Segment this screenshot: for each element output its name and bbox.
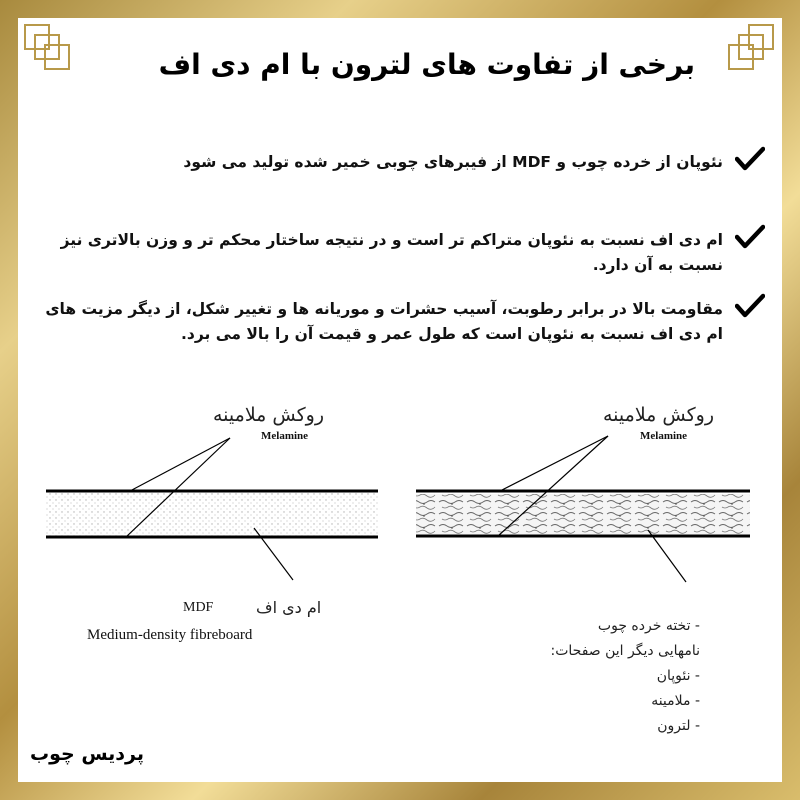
list-item: - لترون [657,718,700,734]
corner-ornament-right-icon [728,24,774,70]
mdf-name-fa: ام دی اف [256,598,322,617]
bullet-text: مقاومت بالا در برابر رطوبت، آسیب حشرات و موریانه ها و تغییر شکل، از دیگر مزیت های ام دی اف نسبت به نئوپان است که طول عمر و قیمت آن را بالا می برد. [45,300,723,343]
bullet-item [35,150,765,175]
bullet-item [35,297,765,347]
board-diagram [18,390,782,750]
list-item: - تخته خرده چوب [597,618,700,634]
list-item: - ملامینه [651,693,700,709]
list-item: نامهایی دیگر این صفحات: [550,643,700,659]
check-icon [735,146,765,172]
mdf-name-en: Medium-density fibreboard [87,627,253,643]
board-names-list [551,614,701,739]
right-coating-label: روکش ملامینه [603,404,715,426]
list-item: - نئوپان [656,668,700,684]
mdf-abbr: MDF [183,600,214,615]
bullet-item [35,228,765,278]
bullet-text: نئوپان از خرده چوب و MDF از فیبرهای چوبی خمیر شده تولید می شود [183,153,723,171]
check-icon [735,293,765,319]
page-title: برخی از تفاوت های لترون با ام دی اف [158,48,695,81]
bullet-text: ام دی اف نسبت به نئوپان متراکم تر است و در نتیجه ساختار محکم تر و وزن بالاتری نیز نسبت به آن دارد. [60,231,723,274]
brand-name: پردیس چوب [30,743,145,765]
check-icon [735,224,765,250]
left-coating-label-en: Melamine [261,430,309,442]
corner-ornament-left-icon [24,24,70,70]
left-coating-label: روکش ملامینه [213,404,325,426]
particleboard [416,436,750,582]
mdf-board [46,438,378,580]
right-coating-label-en: Melamine [640,430,688,442]
